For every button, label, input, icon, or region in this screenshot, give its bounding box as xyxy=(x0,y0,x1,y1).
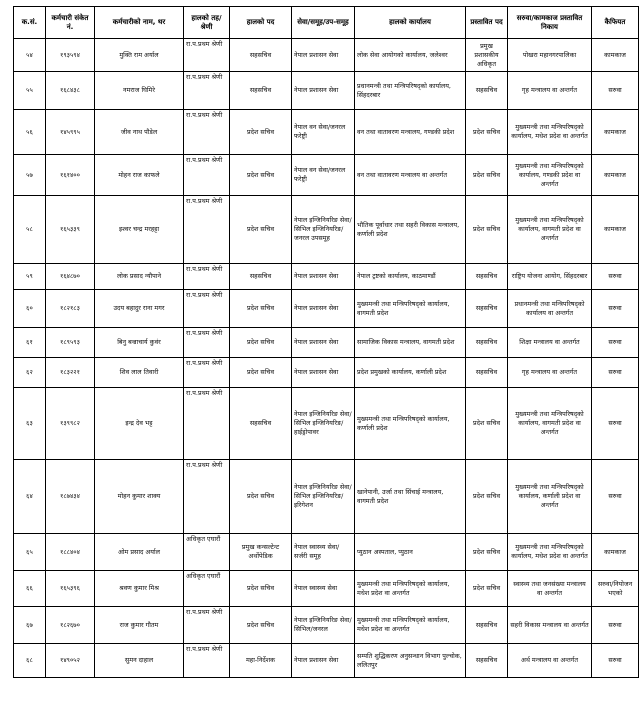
proposed-office-cell: मुख्यमन्त्री तथा मन्त्रिपरिषद्को कार्यालय, गण्डकी प्रदेश वा अन्तर्गत xyxy=(508,155,592,196)
proposed-office-cell: स्वास्थ्य तथा जनसंख्या मन्त्रालय वा अन्तर्गत xyxy=(508,571,592,607)
employee-name-cell: श्रवण कुमार मिश्र xyxy=(95,571,184,607)
serial-cell: ५५ xyxy=(14,72,46,110)
proposed-post-cell: प्रदेश सचिव xyxy=(466,460,508,534)
serial-cell: ६८ xyxy=(14,644,46,678)
current-post-cell: प्रदेश सचिव xyxy=(230,196,292,264)
remarks-cell: कामकाज xyxy=(592,110,639,155)
proposed-office-cell: मुख्यमन्त्री तथा मन्त्रिपरिषद्को कार्यालय, वागमती प्रदेश वा अन्तर्गत xyxy=(508,388,592,460)
table-row xyxy=(14,328,639,358)
employee-code-cell: १४९०५२ xyxy=(46,644,95,678)
level-cell: रा.प.प्रथम श्रेणी xyxy=(184,358,230,388)
level-cell: रा.प.प्रथम श्रेणी xyxy=(184,460,230,534)
level-cell: रा.प.प्रथम श्रेणी xyxy=(184,196,230,264)
remarks-cell: सरुवा xyxy=(592,328,639,358)
header-proposed-office: सरुवा/कामकाज प्रस्तावित निकाय xyxy=(508,7,592,39)
level-cell: अधिकृत एघारौं xyxy=(184,534,230,571)
service-group-cell: नेपाल वन सेवा/जनरल फरेष्ट्री xyxy=(292,110,355,155)
employee-code-cell: १८२१८३ xyxy=(46,290,95,328)
serial-cell: ५७ xyxy=(14,155,46,196)
employee-name-cell: मोहन कुमार शाक्य xyxy=(95,460,184,534)
proposed-post-cell: प्रमुख प्रशासकीय अधिकृत xyxy=(466,39,508,72)
remarks-cell: सरुवा xyxy=(592,290,639,328)
serial-cell: ६३ xyxy=(14,388,46,460)
current-post-cell: प्रदेश सचिव xyxy=(230,110,292,155)
serial-cell: ५८ xyxy=(14,196,46,264)
employee-name-cell: मुक्ति राम अर्याल xyxy=(95,39,184,72)
proposed-office-cell: राष्ट्रिय योजना आयोग, सिंहदरबार xyxy=(508,264,592,290)
serial-cell: ५४ xyxy=(14,39,46,72)
serial-cell: ६७ xyxy=(14,607,46,644)
employee-code-cell: १६५३३९ xyxy=(46,196,95,264)
remarks-cell: कामकाज xyxy=(592,155,639,196)
table-row xyxy=(14,644,639,678)
transfer-table xyxy=(13,6,639,678)
current-office-cell: प्रधानमन्त्री तथा मन्त्रिपरिषद्को कार्यालय, सिंहदरबार xyxy=(355,72,466,110)
service-group-cell: नेपाल इन्जिनियरिङ सेवा/सिभिल इन्जिनियरिङ/हाईड्रोपावर xyxy=(292,388,355,460)
service-group-cell: नेपाल स्वास्थ्य सेवा/सर्जरी समूह xyxy=(292,534,355,571)
service-group-cell: नेपाल प्रशासन सेवा xyxy=(292,264,355,290)
table-row xyxy=(14,196,639,264)
header-remarks: कैफियत xyxy=(592,7,639,39)
header-service-group: सेवा/समूह/उप-समूह xyxy=(292,7,355,39)
current-office-cell: लोक सेवा आयोगको कार्यालय, जलेश्वर xyxy=(355,39,466,72)
employee-name-cell: मोहन राज काफले xyxy=(95,155,184,196)
employee-code-cell: १९३५९४ xyxy=(46,39,95,72)
proposed-office-cell: सहरी विकास मन्त्रालय वा अन्तर्गत xyxy=(508,607,592,644)
proposed-post-cell: सहसचिव xyxy=(466,264,508,290)
current-post-cell: प्रदेश सचिव xyxy=(230,358,292,388)
proposed-post-cell: प्रदेश सचिव xyxy=(466,196,508,264)
employee-code-cell: १४५९९५ xyxy=(46,110,95,155)
remarks-cell: सरुवा xyxy=(592,460,639,534)
service-group-cell: नेपाल इन्जिनियरिङ सेवा/सिभिल इन्जिनियरिङ/इरिगेशन xyxy=(292,460,355,534)
header-row xyxy=(14,7,639,39)
remarks-cell: कामकाज xyxy=(592,196,639,264)
proposed-office-cell: मुख्यमन्त्री तथा मन्त्रिपरिषद्को कार्यालय, मधेश प्रदेश वा अन्तर्गत xyxy=(508,534,592,571)
employee-code-cell: १६१४०० xyxy=(46,155,95,196)
employee-code-cell: १३९९८२ xyxy=(46,388,95,460)
proposed-post-cell: प्रदेश सचिव xyxy=(466,534,508,571)
current-office-cell: भौतिक पूर्वाधार तथा सहरी विकास मन्त्रालय, कर्णाली प्रदेश xyxy=(355,196,466,264)
service-group-cell: नेपाल प्रशासन सेवा xyxy=(292,328,355,358)
serial-cell: ६२ xyxy=(14,358,46,388)
employee-code-cell: १६८४३८ xyxy=(46,72,95,110)
proposed-post-cell: प्रदेश सचिव xyxy=(466,571,508,607)
remarks-cell: कामकाज xyxy=(592,534,639,571)
level-cell: रा.प.प्रथम श्रेणी xyxy=(184,644,230,678)
serial-cell: ६५ xyxy=(14,534,46,571)
serial-cell: ६१ xyxy=(14,328,46,358)
header-employee-code: कर्मचारी संकेत नं. xyxy=(46,7,95,39)
current-office-cell: वन तथा वातावरण मन्त्रालय वा अन्तर्गत xyxy=(355,155,466,196)
table-row xyxy=(14,571,639,607)
proposed-post-cell: सहसचिव xyxy=(466,607,508,644)
level-cell: रा.प.प्रथम श्रेणी xyxy=(184,110,230,155)
level-cell: रा.प.प्रथम श्रेणी xyxy=(184,39,230,72)
remarks-cell: सरुवा xyxy=(592,644,639,678)
employee-code-cell: १८७४३४ xyxy=(46,460,95,534)
current-office-cell: मुख्यमन्त्री तथा मन्त्रिपरिषद्को कार्यालय, मधेश प्रदेश वा अन्तर्गत xyxy=(355,607,466,644)
table-row xyxy=(14,155,639,196)
current-post-cell: महा-निर्देशक xyxy=(230,644,292,678)
serial-cell: ५६ xyxy=(14,110,46,155)
employee-code-cell: १८८४०४ xyxy=(46,534,95,571)
proposed-office-cell: गृह मन्त्रालय वा अन्तर्गत xyxy=(508,72,592,110)
proposed-post-cell: सहसचिव xyxy=(466,72,508,110)
table-row xyxy=(14,290,639,328)
service-group-cell: नेपाल प्रशासन सेवा xyxy=(292,290,355,328)
employee-name-cell: शिव लाल तिवारी xyxy=(95,358,184,388)
current-post-cell: सहसचिव xyxy=(230,72,292,110)
level-cell: रा.प.प्रथम श्रेणी xyxy=(184,328,230,358)
current-office-cell: वन तथा वातावरण मन्त्रालय, गण्डकी प्रदेश xyxy=(355,110,466,155)
header-employee-name: कर्मचारीको नाम, थर xyxy=(95,7,184,39)
employee-name-cell: इश्वर चन्द्र मरहट्टा xyxy=(95,196,184,264)
service-group-cell: नेपाल वन सेवा/जनरल फरेष्ट्री xyxy=(292,155,355,196)
service-group-cell: नेपाल प्रशासन सेवा xyxy=(292,39,355,72)
level-cell: रा.प.प्रथम श्रेणी xyxy=(184,290,230,328)
header-proposed-post: प्रस्तावित पद xyxy=(466,7,508,39)
table-row xyxy=(14,264,639,290)
employee-code-cell: १८३२२१ xyxy=(46,358,95,388)
current-post-cell: सहसचिव xyxy=(230,388,292,460)
remarks-cell: सरुवा xyxy=(592,264,639,290)
proposed-post-cell: प्रदेश सचिव xyxy=(466,110,508,155)
header-serial: क.सं. xyxy=(14,7,46,39)
current-post-cell: प्रदेश सचिव xyxy=(230,460,292,534)
employee-name-cell: ओम प्रसाद अर्याल xyxy=(95,534,184,571)
proposed-office-cell: गृह मन्त्रालय वा अन्तर्गत xyxy=(508,358,592,388)
employee-code-cell: १८२६७० xyxy=(46,607,95,644)
level-cell: रा.प.प्रथम श्रेणी xyxy=(184,388,230,460)
proposed-office-cell: मुख्यमन्त्री तथा मन्त्रिपरिषद्को कार्यालय, वागमती प्रदेश वा अन्तर्गत xyxy=(508,196,592,264)
current-office-cell: सम्पति शुद्धिकरण अनुसन्धान विभाग पुल्चोक, ललितपुर xyxy=(355,644,466,678)
current-office-cell: मुख्यमन्त्री तथा मन्त्रिपरिषद्को कार्यालय, वागमती प्रदेश xyxy=(355,290,466,328)
current-post-cell: प्रदेश सचिव xyxy=(230,607,292,644)
remarks-cell: सरुवा/नियोजन भएको xyxy=(592,571,639,607)
table-row xyxy=(14,534,639,571)
employee-code-cell: १६५३९६ xyxy=(46,571,95,607)
current-office-cell: मुख्यमन्त्री तथा मन्त्रिपरिषद्को कार्यालय, मधेश प्रदेश वा अन्तर्गत xyxy=(355,571,466,607)
remarks-cell: सरुवा xyxy=(592,388,639,460)
table-row xyxy=(14,110,639,155)
remarks-cell: सरुवा xyxy=(592,358,639,388)
current-office-cell: सामाजिक विकास मन्त्रालय, वागमती प्रदेश xyxy=(355,328,466,358)
service-group-cell: नेपाल स्वास्थ्य सेवा xyxy=(292,571,355,607)
employee-name-cell: इन्द्र देव भट्ट xyxy=(95,388,184,460)
proposed-office-cell: पोखरा महानगरपालिका xyxy=(508,39,592,72)
current-post-cell: प्रदेश सचिव xyxy=(230,290,292,328)
current-post-cell: प्रदेश सचिव xyxy=(230,328,292,358)
proposed-post-cell: प्रदेश सचिव xyxy=(466,155,508,196)
table-row xyxy=(14,388,639,460)
table-row xyxy=(14,39,639,72)
serial-cell: ६० xyxy=(14,290,46,328)
service-group-cell: नेपाल प्रशासन सेवा xyxy=(292,358,355,388)
header-current-post: हालको पद xyxy=(230,7,292,39)
employee-name-cell: राज कुमार गौतम xyxy=(95,607,184,644)
serial-cell: ५९ xyxy=(14,264,46,290)
current-office-cell: प्युठान अस्पताल, प्युठान xyxy=(355,534,466,571)
proposed-office-cell: प्रधानमन्त्री तथा मन्त्रिपरिषद्को कार्यालय वा अन्तर्गत xyxy=(508,290,592,328)
service-group-cell: नेपाल इन्जिनियरिङ सेवा/सिभिल इन्जिनियरिङ/जनरल उपसमूह xyxy=(292,196,355,264)
employee-name-cell: उदय बहादुर राना मगर xyxy=(95,290,184,328)
level-cell: रा.प.प्रथम श्रेणी xyxy=(184,264,230,290)
employee-name-cell: सुमन दाहाल xyxy=(95,644,184,678)
table-row xyxy=(14,72,639,110)
level-cell: रा.प.प्रथम श्रेणी xyxy=(184,155,230,196)
employee-name-cell: लोक प्रसाद न्यौपाने xyxy=(95,264,184,290)
proposed-post-cell: प्रदेश सचिव xyxy=(466,388,508,460)
header-current-office: हालको कार्यालय xyxy=(355,7,466,39)
current-post-cell: सहसचिव xyxy=(230,264,292,290)
remarks-cell: सरुवा xyxy=(592,607,639,644)
level-cell: अधिकृत एघारौं xyxy=(184,571,230,607)
proposed-office-cell: मुख्यमन्त्री तथा मन्त्रिपरिषद्को कार्यालय, मधेश प्रदेश वा अन्तर्गत xyxy=(508,110,592,155)
service-group-cell: नेपाल प्रशासन सेवा xyxy=(292,644,355,678)
proposed-office-cell: अर्थ मन्त्रालय वा अन्तर्गत xyxy=(508,644,592,678)
table-row xyxy=(14,358,639,388)
current-post-cell: प्रदेश सचिव xyxy=(230,571,292,607)
table-row xyxy=(14,460,639,534)
proposed-post-cell: सहसचिव xyxy=(466,644,508,678)
employee-name-cell: जीव नाथ पौडेल xyxy=(95,110,184,155)
employee-name-cell: बिनु बज्राचार्य कुवंर xyxy=(95,328,184,358)
serial-cell: ६४ xyxy=(14,460,46,534)
level-cell: रा.प.प्रथम श्रेणी xyxy=(184,607,230,644)
employee-code-cell: १८९५९३ xyxy=(46,328,95,358)
service-group-cell: नेपाल इन्जिनियरिङ सेवा/सिभिल/जनरल xyxy=(292,607,355,644)
level-cell: रा.प.प्रथम श्रेणी xyxy=(184,72,230,110)
current-office-cell: प्रदेश प्रमुखको कार्यालय, कर्णाली प्रदेश xyxy=(355,358,466,388)
current-office-cell: मुख्यमन्त्री तथा मन्त्रिपरिषद्को कार्यालय, कर्णाली प्रदेश xyxy=(355,388,466,460)
service-group-cell: नेपाल प्रशासन सेवा xyxy=(292,72,355,110)
employee-name-cell: नमराज घिमिरे xyxy=(95,72,184,110)
header-level: हालको तह/श्रेणी xyxy=(184,7,230,39)
current-post-cell: सहसचिव xyxy=(230,39,292,72)
proposed-office-cell: मुख्यमन्त्री तथा मन्त्रिपरिषद्को कार्यालय, कर्णाली प्रदेश वा अन्तर्गत xyxy=(508,460,592,534)
remarks-cell: सरुवा xyxy=(592,72,639,110)
proposed-post-cell: सहसचिव xyxy=(466,290,508,328)
current-office-cell: खानेपानी, उर्जा तथा सिंचाई मन्त्रालय, वागमती प्रदेश xyxy=(355,460,466,534)
remarks-cell: कामकाज xyxy=(592,39,639,72)
current-office-cell: नेपाल ट्रष्टको कार्यालय, काठमाण्डौं xyxy=(355,264,466,290)
current-post-cell: प्रमुख कन्सल्टेन्ट अर्थोपेडिक xyxy=(230,534,292,571)
current-post-cell: प्रदेश सचिव xyxy=(230,155,292,196)
employee-code-cell: १६४८७० xyxy=(46,264,95,290)
serial-cell: ६६ xyxy=(14,571,46,607)
proposed-post-cell: सहसचिव xyxy=(466,328,508,358)
proposed-post-cell: सहसचिव xyxy=(466,358,508,388)
table-row xyxy=(14,607,639,644)
proposed-office-cell: शिक्षा मन्त्रालय वा अन्तर्गत xyxy=(508,328,592,358)
